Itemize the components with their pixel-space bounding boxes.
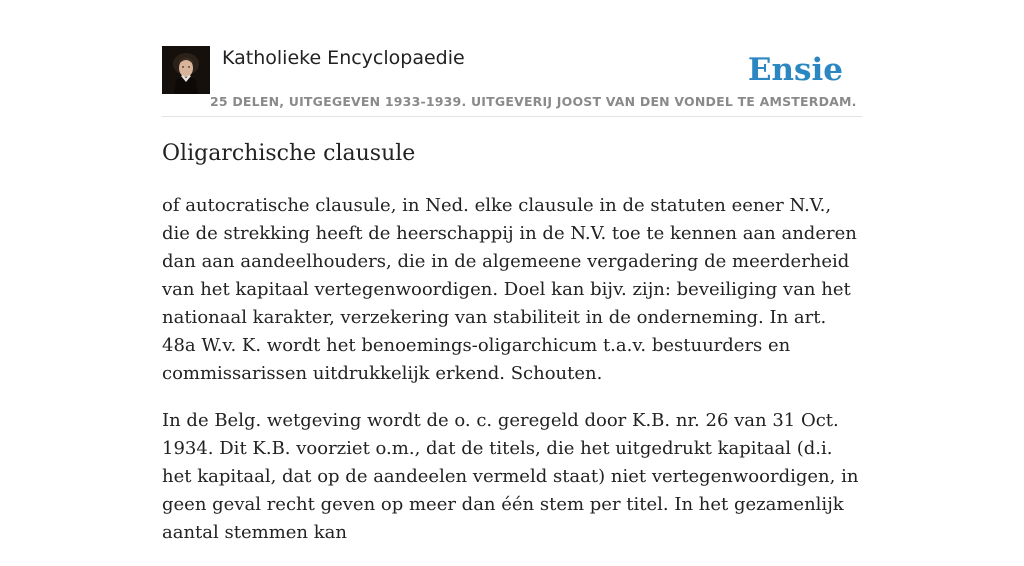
portrait-avatar[interactable] [162, 46, 210, 94]
article-paragraph: In de Belg. wetgeving wordt de o. c. geregeld door K.B. nr. 26 van 31 Oct. 1934. Dit K.B. voorziet o.m., dat de titels, die het uitgedrukt kapitaal (d.i. het kapitaal, dat op de aandeelen vermeld staat) niet vertegenwoordigen, in geen geval recht geven op meer dan één stem per titel. In het gezamenlijk aantal stemmen kan [162, 410, 859, 543]
article-paragraph: of autocratische clausule, in Ned. elke clausule in de statuten eener N.V., die de strekking heeft de heerschappij in de N.V. toe te kennen aan anderen dan aan aandeelhouders, die in de algemeene vergadering de meerderheid van het kapitaal vertegenwoordigen. Doel kan bijv. zijn: beveiliging van het nationaal karakter, verzekering van stabiliteit in de onderneming. In art. 48a W.v. K. wordt het benoemings-oligarchicum t.a.v. bestuurders en commissarissen uitdrukkelijk erkend. Schouten. [162, 195, 857, 384]
article-title: Oligarchische clausule [162, 141, 416, 166]
site-subtitle: 25 DELEN, UITGEGEVEN 1933-1939. UITGEVERIJ JOOST VAN DEN VONDEL TE AMSTERDAM. [210, 94, 857, 109]
site-title[interactable]: Katholieke Encyclopaedie [222, 47, 465, 69]
site-header [162, 46, 862, 117]
article-body [162, 192, 862, 566]
portrait-icon [162, 46, 210, 94]
ensie-logo-link[interactable]: Ensie [747, 52, 843, 88]
